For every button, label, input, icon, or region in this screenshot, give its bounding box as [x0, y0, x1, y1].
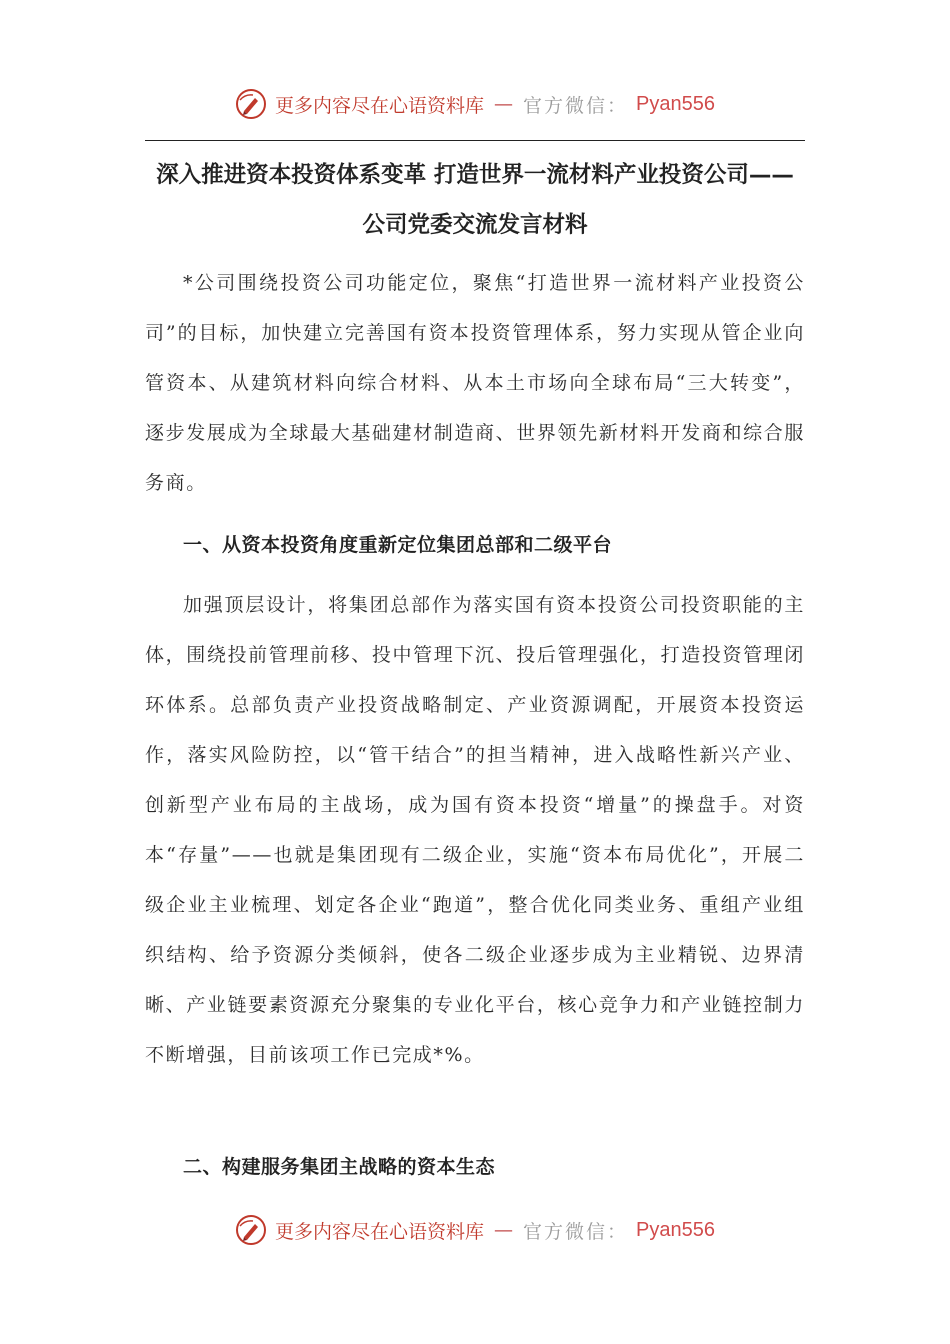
watermark-wechat-label: 官方微信：	[523, 94, 629, 117]
watermark-dash: —	[494, 93, 514, 115]
watermark-site-text: 更多内容尽在心语资料库	[275, 94, 485, 117]
watermark-wechat-label: 官方微信：	[523, 1220, 629, 1243]
watermark-wechat-id: Pyan556	[636, 1218, 715, 1241]
pen-logo-icon	[235, 88, 267, 120]
watermark-banner-bottom	[0, 1212, 950, 1248]
section-1-paragraph: 加强顶层设计，将集团总部作为落实国有资本投资公司投资职能的主体，围绕投前管理前移、投中管理下沉、投后管理强化，打造投资管理闭环体系。总部负责产业投资战略制定、产业资源调配，开展资本投资运作，落实风险防控，以“管干结合”的担当精神，进入战略性新兴产业、创新型产业布局的主战场，成为国有资本投资“增量”的操盘手。对资本“存量”——也就是集团现有二级企业，实施“资本布局优化”，开展二级企业主业梳理、划定各企业“跑道”，整合优化同类业务、重组产业组织结构、给予资源分类倾斜，使各二级企业逐步成为主业精锐、边界清晰、产业链要素资源充分聚集的专业化平台，核心竞争力和产业链控制力不断增强，目前该项工作已完成*%。	[145, 594, 805, 1066]
intro-paragraph: *公司围绕投资公司功能定位，聚焦“打造世界一流材料产业投资公司”的目标，加快建立完善国有资本投资管理体系，努力实现从管企业向管资本、从建筑材料向综合材料、从本土市场向全球布局“三大转变”，逐步发展成为全球最大基础建材制造商、世界领先新材料开发商和综合服务商。	[145, 272, 805, 494]
watermark-wechat-id: Pyan556	[636, 92, 715, 115]
document-title: 深入推进资本投资体系变革 打造世界一流材料产业投资公司——公司党委交流发言材料	[156, 162, 794, 238]
pen-logo-icon	[235, 1214, 267, 1246]
watermark-dash: —	[494, 1219, 514, 1241]
watermark-site-text: 更多内容尽在心语资料库	[275, 1220, 485, 1243]
header-divider	[145, 140, 805, 141]
section-2-heading: 二、构建服务集团主战略的资本生态	[183, 1156, 496, 1178]
section-1-heading: 一、从资本投资角度重新定位集团总部和二级平台	[183, 534, 613, 556]
watermark-banner-top	[0, 86, 950, 122]
